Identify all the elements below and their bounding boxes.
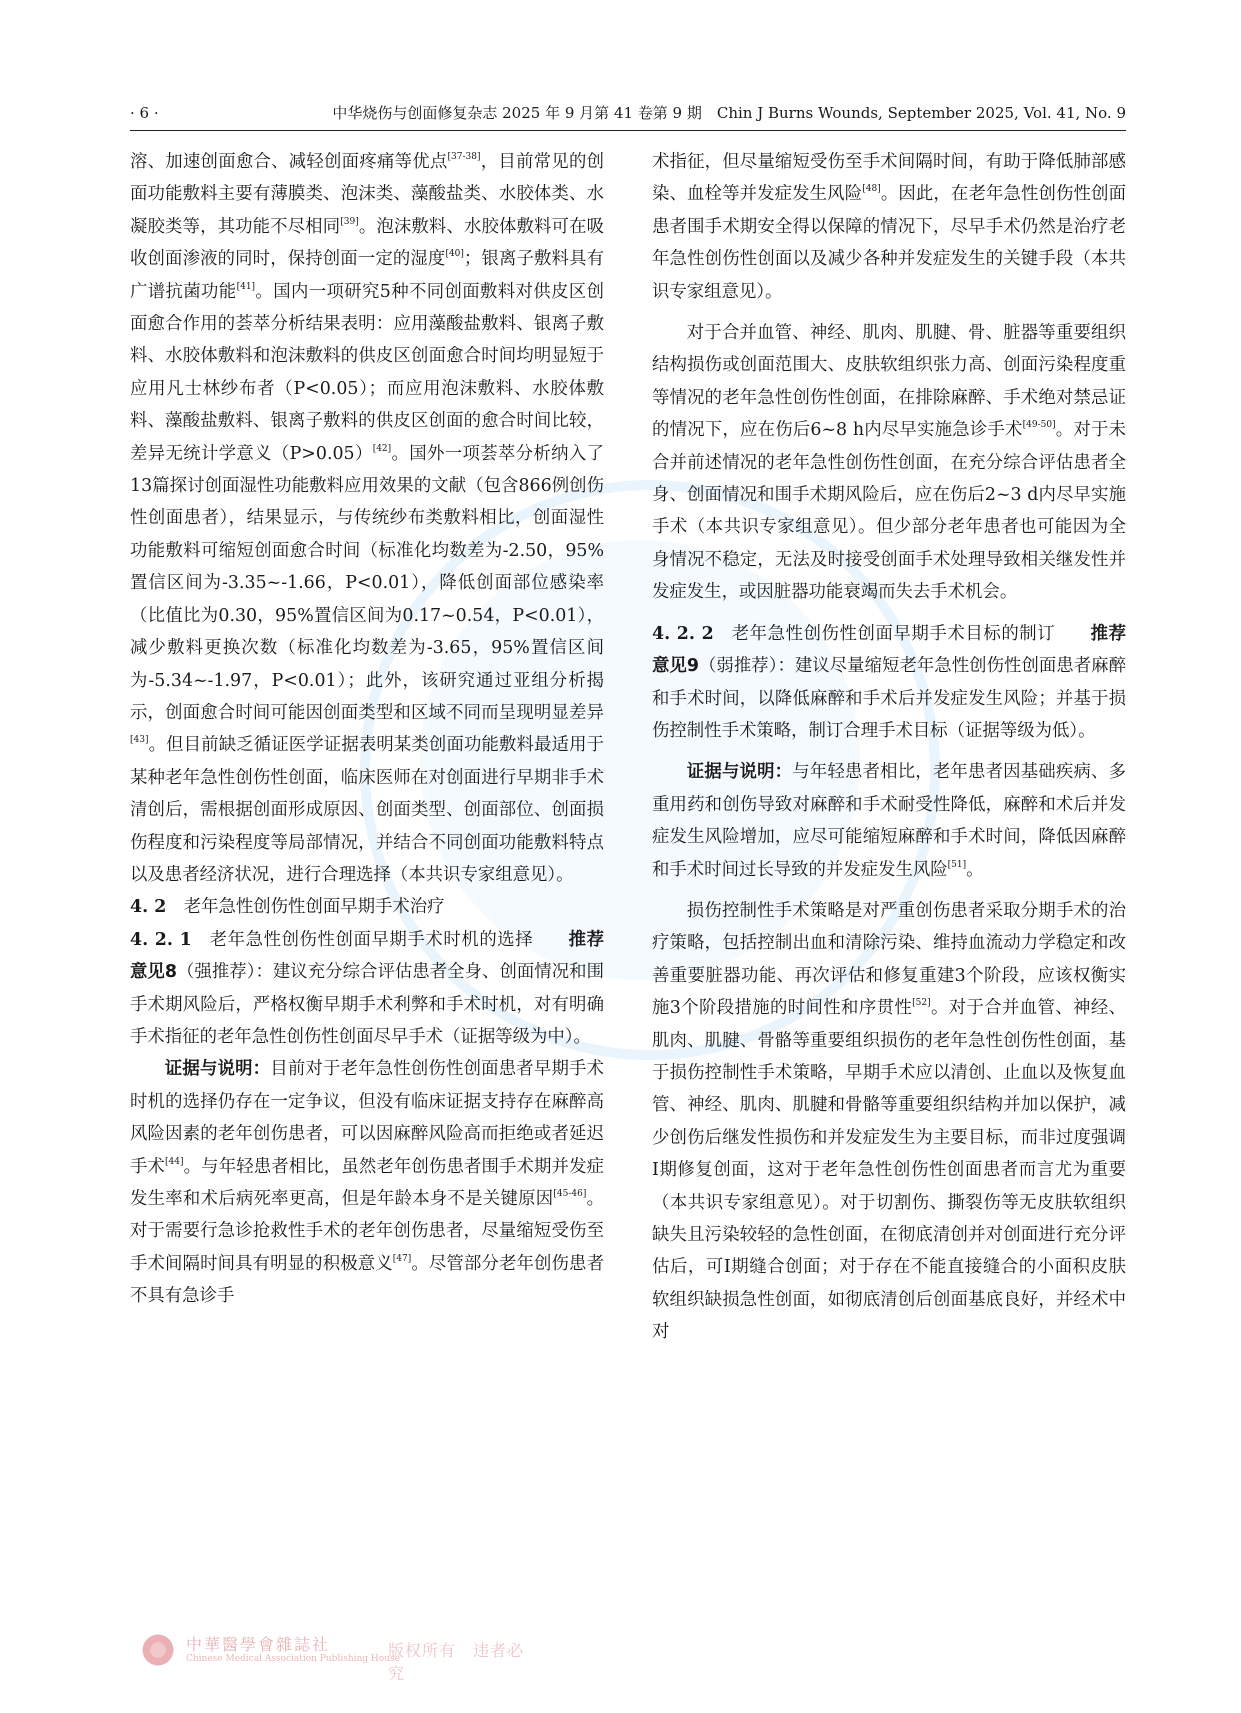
publisher-flower-icon <box>140 1632 176 1668</box>
publisher-name: 中華醫學會雜誌社 <box>186 1635 331 1654</box>
right-column <box>652 146 1126 1349</box>
recommendation-9-label: 推荐意见9 <box>652 623 1126 677</box>
copyright-notice: 版权所有 违者必究 <box>388 1641 525 1683</box>
publisher-watermark <box>140 1632 540 1683</box>
section-heading-4-2-2: 4. 2. 2 老年急性创伤性创面早期手术目标的制订 推荐意见9（弱推荐）：建议尽量缩短老年急性创伤性创面患者麻醉和手术时间，以降低麻醉和手术后并发症发生风险；并基于损伤控制性手术策略，制订合理手术目标（证据等级为低）。 <box>652 623 1126 741</box>
section-heading-4-2-1: 4. 2. 1 老年急性创伤性创面早期手术时机的选择 推荐意见8（强推荐）：建议充分综合评估患者全身、创面情况和围手术期风险后，严格权衡早期手术利弊和手术时机，对有明确手术指征的老年急性创伤性创面尽早手术（证据等级为中）。 <box>130 929 604 1047</box>
left-column <box>130 146 604 1313</box>
paragraph-early-surgery: 术指征，但尽量缩短受伤至手术间隔时间，有助于降低肺部感染、血栓等并发症发生风险[48]。因此，在老年急性创伤性创面患者围手术期安全得以保障的情况下，尽早手术仍然是治疗老年急性创伤性创面以及减少各种并发症发生的关键手段（本共识专家组意见）。 <box>652 152 1126 302</box>
running-header <box>130 98 1126 128</box>
page-number: · 6 · <box>130 104 159 122</box>
paragraph-emergency-surgery: 对于合并血管、神经、肌肉、肌腱、骨、脏器等重要组织结构损伤或创面范围大、皮肤软组织张力高、创面污染程度重等情况的老年急性创伤性创面，在排除麻醉、手术绝对禁忌证的情况下，应在伤后6~8 h内尽早实施急诊手术[49-50]。对于未合并前述情况的老年急性创伤性创面，在充分综合评估患者全身、创面情况和围手术期风险后，应在伤后2~3 d内尽早实施手术（本共识专家组意见）。但少部分老年患者也可能因为全身情况不稳定，无法及时接受创面手术处理导致相关继发性并发症发生，或因脏器功能衰竭而失去手术机会。 <box>652 323 1126 603</box>
paragraph-evidence-timing: 证据与说明：目前对于老年急性创伤性创面患者早期手术时机的选择仍存在一定争议，但没有临床证据支持存在麻醉高风险因素的老年创伤患者，可以因麻醉风险高而拒绝或者延迟手术[44]。与年轻患者相比，虽然老年创伤患者围手术期并发症发生率和术后病死率更高，但是年龄本身不是关键原因[45-46]。对于需要行急诊抢救性手术的老年创伤患者，尽量缩短受伤至手术间隔时间具有明显的积极意义[47]。尽管部分老年创伤患者不具有急诊手 <box>130 1059 604 1307</box>
publisher-name-en: Chinese Medical Association Publishing House <box>186 1654 400 1664</box>
journal-citation: 中华烧伤与创面修复杂志 2025 年 9 月第 41 卷第 9 期 Chin J Burns Wounds, September 2025, Vol. 41, No. 9 <box>332 104 1126 122</box>
section-heading-4-2: 4. 2 老年急性创伤性创面早期手术治疗 <box>130 897 445 918</box>
paragraph-evidence-goals: 证据与说明：与年轻患者相比，老年患者因基础疾病、多重用药和创伤导致对麻醉和手术耐受性降低，麻醉和术后并发症发生风险增加，应尽可能缩短麻醉和手术时间，降低因麻醉和手术时间过长导致的并发症发生风险[51]。 <box>652 762 1126 880</box>
recommendation-8-label: 推荐意见8 <box>130 929 604 983</box>
paragraph-dressings: 溶、加速创面愈合、减轻创面疼痛等优点[37-38]，目前常见的创面功能敷料主要有薄膜类、泡沫类、藻酸盐类、水胶体类、水凝胶类等，其功能不尽相同[39]。泡沫敷料、水胶体敷料可在吸收创面渗液的同时，保持创面一定的湿度[40]；银离子敷料具有广谱抗菌功能[41]。国内一项研究5种不同创面敷料对供皮区创面愈合作用的荟萃分析结果表明：应用藻酸盐敷料、银离子敷料、水胶体敷料和泡沫敷料的供皮区创面愈合时间均明显短于应用凡士林纱布者（P<0.05）；而应用泡沫敷料、水胶体敷料、藻酸盐敷料、银离子敷料的供皮区创面的愈合时间比较，差异无统计学意义（P>0.05）[42]。国外一项荟萃分析纳入了13篇探讨创面湿性功能敷料应用效果的文献（包含866例创伤性创面患者），结果显示，与传统纱布类敷料相比，创面湿性功能敷料可缩短创面愈合时间（标准化均数差为-2.50，95%置信区间为-3.35~-1.66，P<0.01），降低创面部位感染率（比值比为0.30，95%置信区间为0.17~0.54，P<0.01），减少敷料更换次数（标准化均数差为-3.65，95%置信区间为-5.34~-1.97，P<0.01）；此外，该研究通过亚组分析揭示，创面愈合时间可能因创面类型和区域不同而呈现明显差异[43]。但目前缺乏循证医学证据表明某类创面功能敷料最适用于某种老年急性创伤性创面，临床医师在对创面进行早期非手术清创后，需根据创面形成原因、创面类型、创面部位、创面损伤程度和污染程度等局部情况，并结合不同创面功能敷料特点以及患者经济状况，进行合理选择（本共识专家组意见）。 <box>130 152 604 885</box>
paragraph-damage-control: 损伤控制性手术策略是对严重创伤患者采取分期手术的治疗策略，包括控制出血和清除污染、维持血流动力学稳定和改善重要脏器功能、再次评估和修复重建3个阶段，应该权衡实施3个阶段措施的时间性和序贯性[52]。对于合并血管、神经、肌肉、肌腱、骨骼等重要组织损伤的老年急性创伤性创面，基于损伤控制性手术策略，早期手术应以清创、止血以及恢复血管、神经、肌肉、肌腱和骨骼等重要组织结构并加以保护，减少创伤后继发性损伤和并发症发生为主要目标，而非过度强调Ⅰ期修复创面，这对于老年急性创伤性创面患者而言尤为重要（本共识专家组意见）。对于切割伤、撕裂伤等无皮肤软组织缺失且污染较轻的急性创面，在彻底清创并对创面进行充分评估后，可Ⅰ期缝合创面；对于存在不能直接缝合的小面积皮肤软组织缺损急性创面，如彻底清创后创面基底良好，并经术中对 <box>652 900 1126 1343</box>
header-rule <box>130 130 1126 131</box>
